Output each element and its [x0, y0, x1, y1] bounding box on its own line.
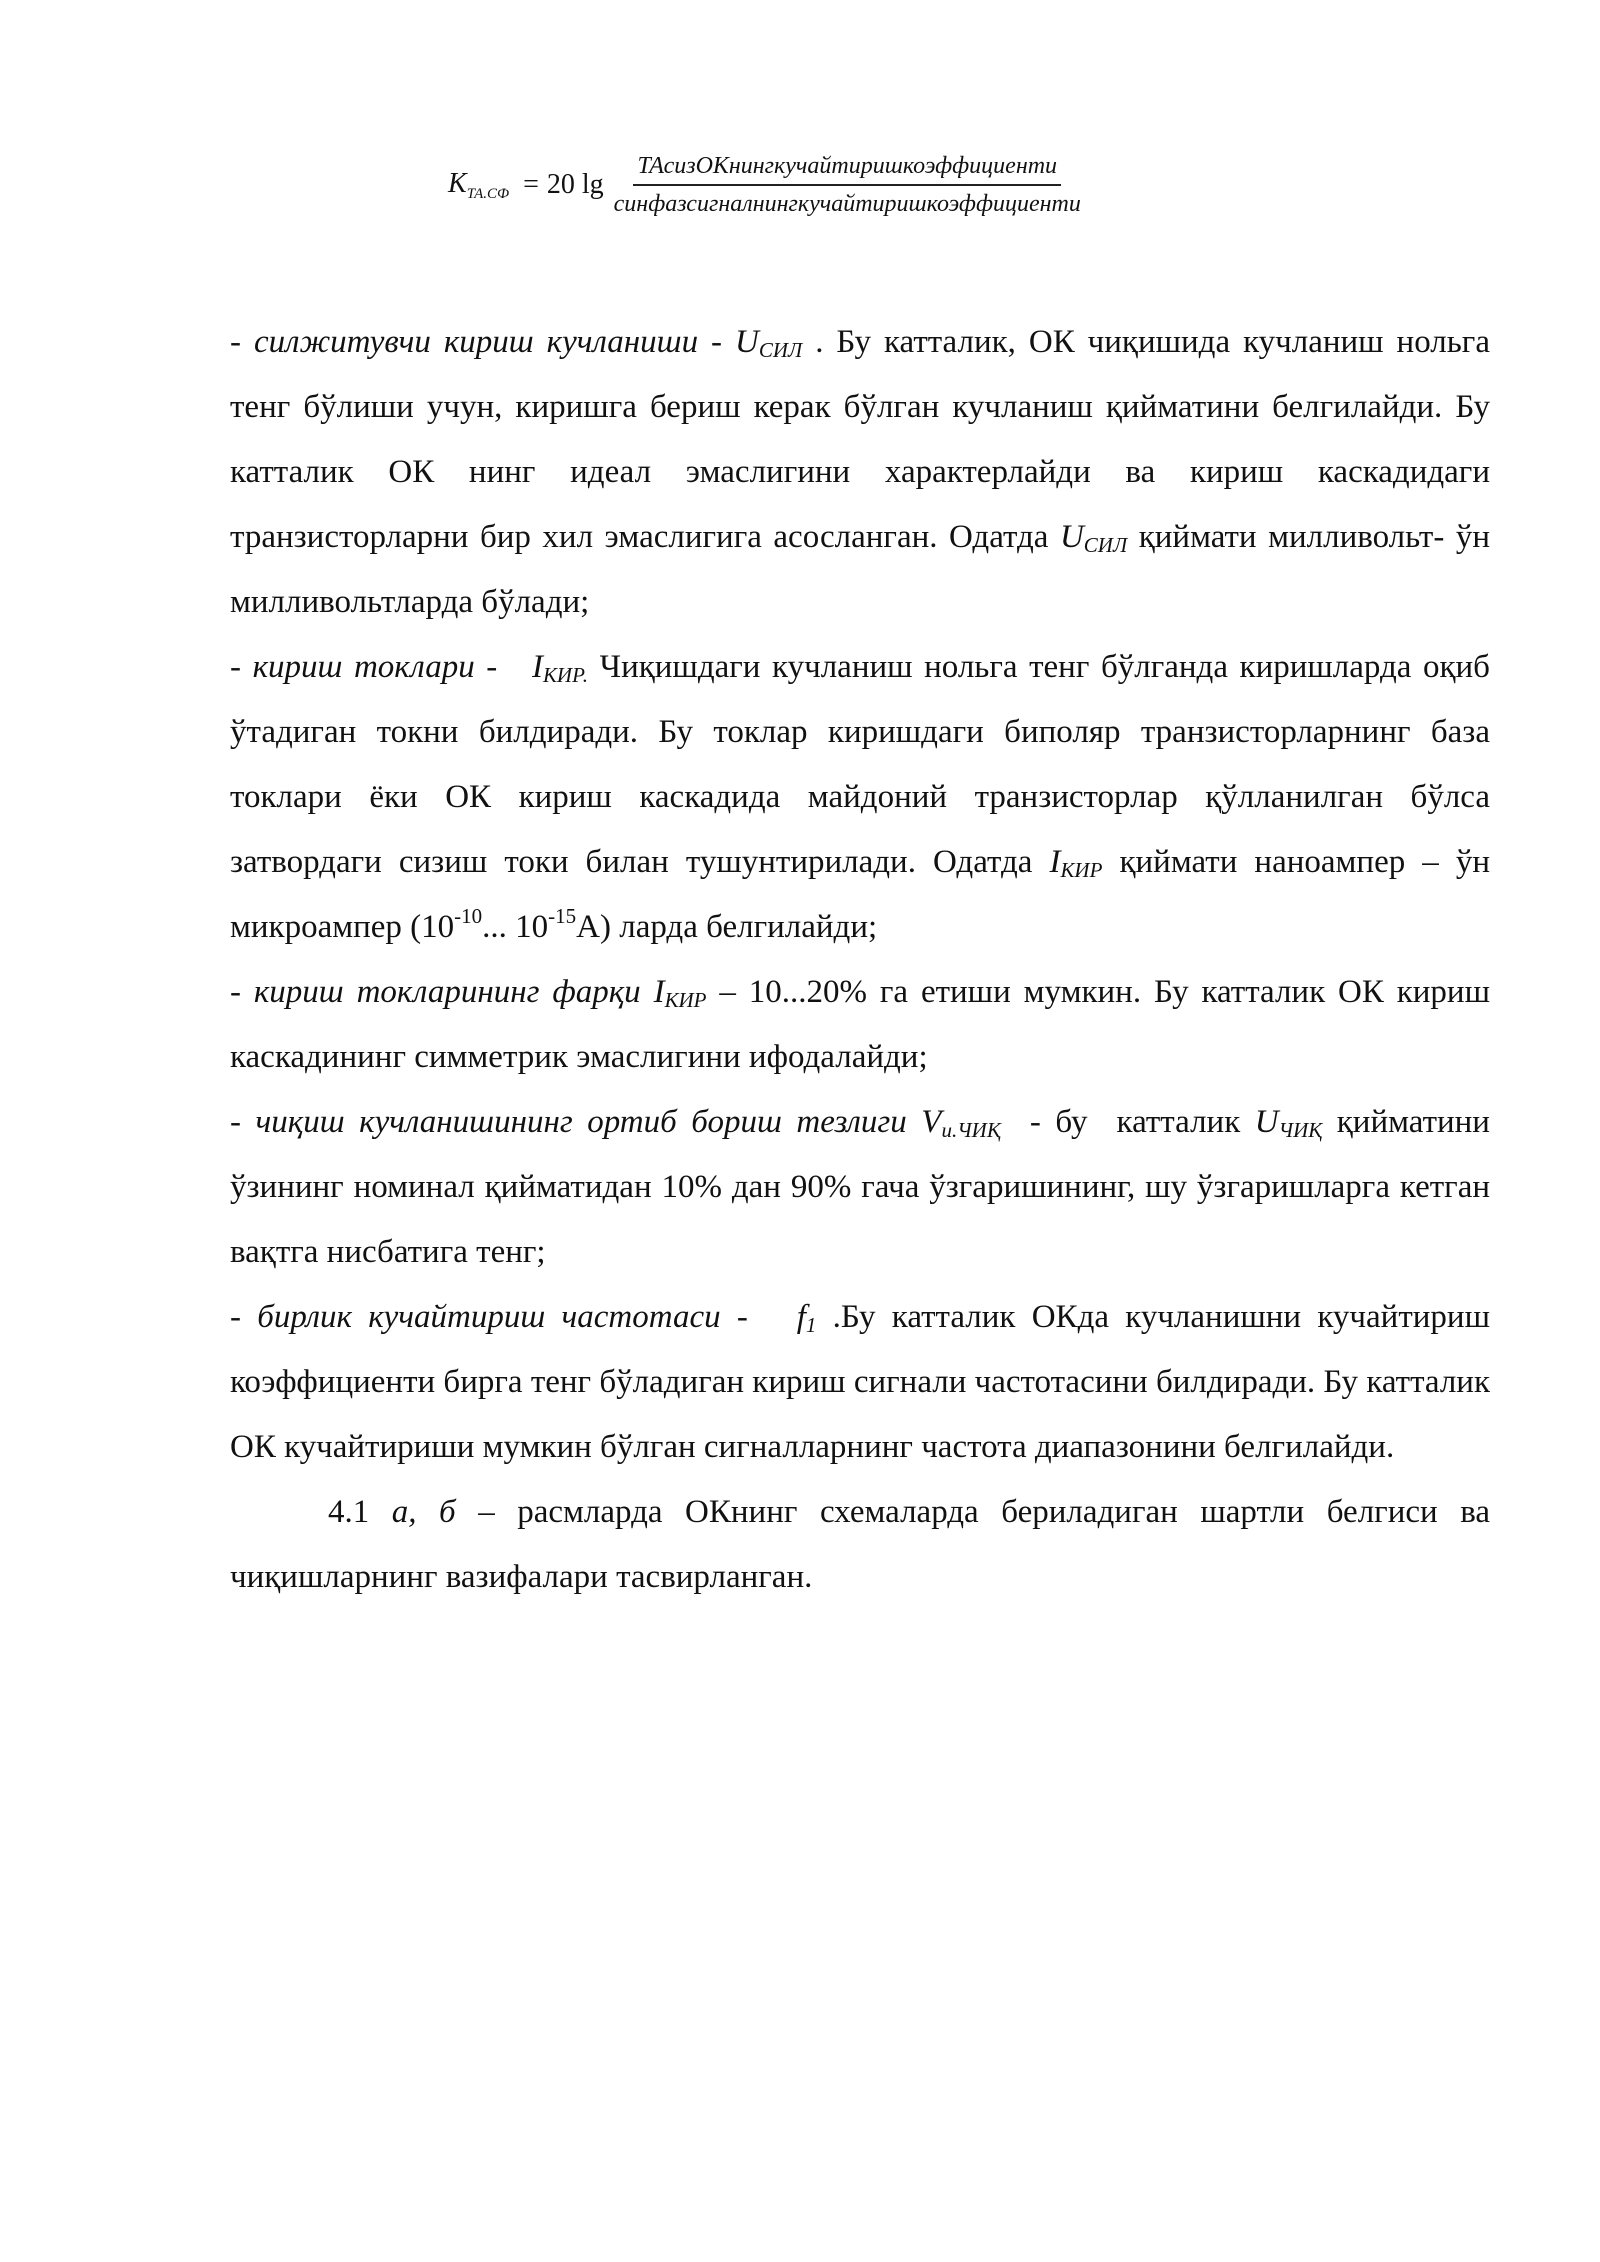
symbol: $U_{ЧИҚ}$ [1254, 1104, 1323, 1142]
symbol: $U_{СИЛ}$ [1059, 519, 1128, 557]
paragraph-input-current-difference: - кириш токларининг фарқи $I_{КИР} - 10...20\%$ га етиши мумкин. Бу катталик ОК кириш каскадининг симметрик эмаслигини ифодалайди; [230, 974, 1490, 1075]
paragraph-offset-voltage: - силжитувчи кириш кучланиши - $U_{СИЛ}$ . Бу катталик, ОК чиқишида кучланиш нольга тенг бўлиши учун, киришга бериш керак бўлган кучланиш қийматини белгилайди. Бу катталик ОК нинг идеал эмаслигини характерлайди ва кириш каскадидаги транзисторларни бир хил эмаслигига асосланган. Одатда $U_{СИЛ}$ қиймати милливольт- ўн милливольтларда бўлади; [230, 324, 1490, 620]
formula [448, 150, 1085, 220]
formula-equals: = [523, 169, 539, 200]
term: кириш токлари [252, 649, 475, 685]
formula-denominator: синфазсигналнингкучайтиришкоэффициенти [613, 191, 1081, 217]
term: силжитувчи кириш кучланиши [253, 324, 699, 360]
term: кириш токларининг фарқи [253, 974, 641, 1010]
term: бирлик кучайтириш частотаси [257, 1299, 721, 1335]
symbol: $I_{КИР.}$ [531, 649, 589, 687]
symbol: $V_{u.ЧИҚ}$ [906, 1104, 1001, 1142]
symbol: $I_{КИР}$ [1049, 844, 1103, 882]
formula-lhs: $K_{ТА.СФ}$ [448, 167, 510, 202]
figure-label: а, б [391, 1494, 456, 1530]
symbol: $U_{СИЛ}$ [734, 324, 803, 362]
paragraph-unity-gain-frequency: - бирлик кучайтириш частотаси - $f_1$ .Бу катталик ОКда кучланишни кучайтириш коэффициенти бирга тенг бўладиган кириш сигнали частотасини билдиради. Бу катталик ОК кучайтириши мумкин бўлган сигналларнинг частота диапазонини белгилайди. [230, 1299, 1490, 1465]
paragraph-input-currents: - кириш токлари - $I_{КИР.}$ Чиқишдаги кучланиш нольга тенг бўлганда киришларда оқиб ўтадиган токни билдиради. Бу токлар киришдаги биполяр транзисторларнинг база токлари ёки ОК кириш каскадида майдоний транзисторлар қўлланилган бўлса затвордаги сизиш токи билан тушунтирилади. Одатда $I_{КИР}$ қиймати наноампер – ўн микроампер ($10^{-10}$... $10^{-15}А$) ларда белгилайди; [230, 649, 1490, 945]
formula-numerator: ТАсизОКнингкучайтиришкоэффициенти [633, 150, 1061, 186]
formula-lhs-subscript: ТА.СФ [466, 185, 510, 202]
body-text [230, 310, 1490, 1610]
formula-fraction [610, 150, 1085, 220]
term: чиқиш кучланишининг ортиб бориш тезлиги [255, 1104, 907, 1140]
symbol: $I_{КИР}$ [640, 974, 707, 1012]
formula-coefficient: 20 lg [546, 169, 604, 200]
paragraph-figure-reference: 4.1 а, б – расмларда ОКнинг схемаларда бериладиган шартли белгиси ва чиқишларнинг вазифалари тасвирланган. [230, 1494, 1490, 1595]
paragraph-slew-rate: - чиқиш кучланишининг ортиб бориш тезлиги $V_{u.ЧИҚ}$ - бу катталик $U_{ЧИҚ}$ қийматини ўзининг номинал қийматидан 10% дан 90% гача ўзгаришининг, шу ўзгаришларга кетган вақтга нисбатига тенг; [230, 1104, 1490, 1270]
symbol: $f_1$ [796, 1299, 817, 1337]
